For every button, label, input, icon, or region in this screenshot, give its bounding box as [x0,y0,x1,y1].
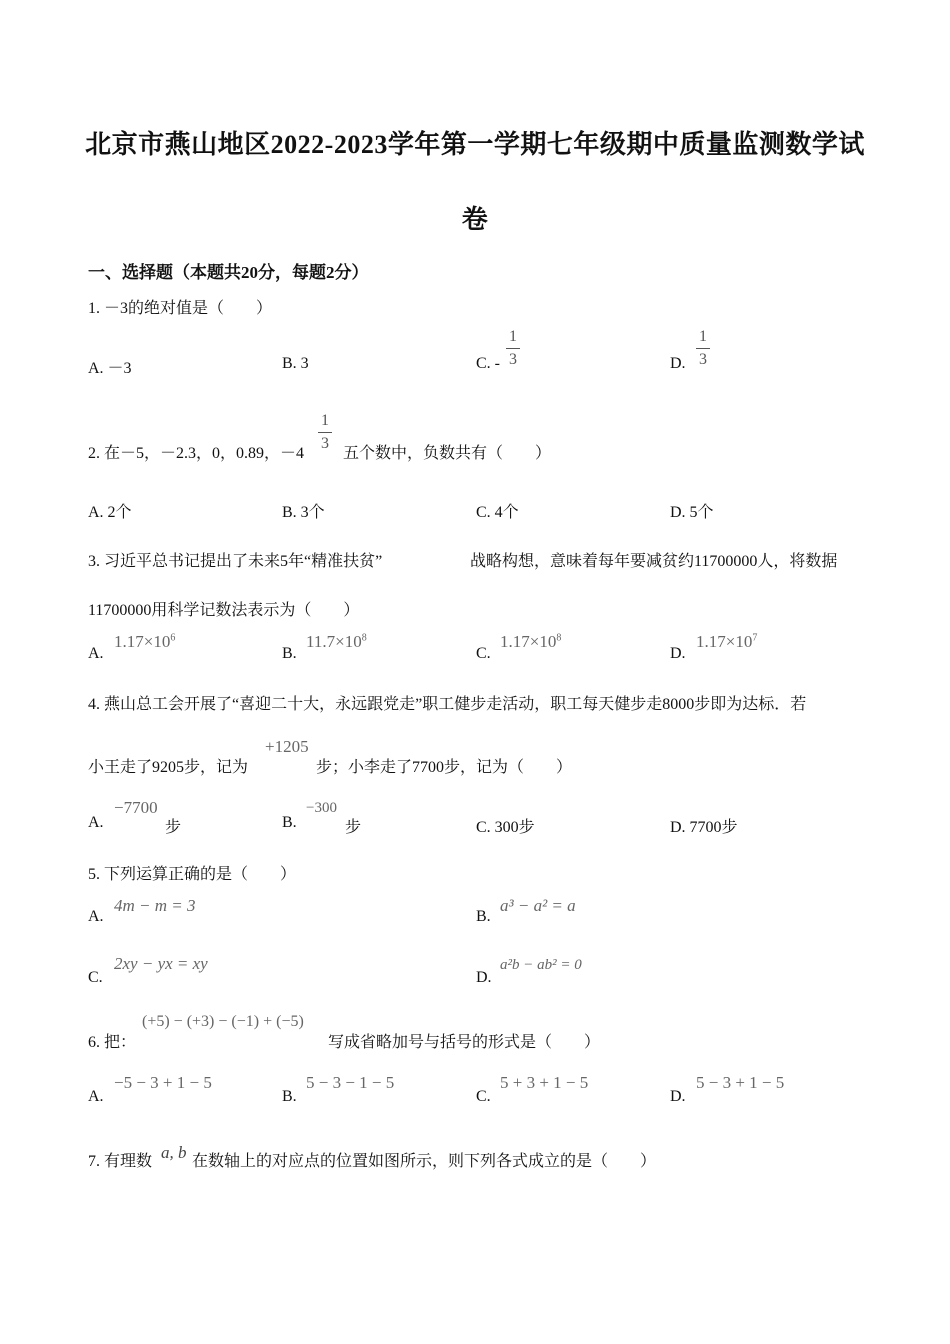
q6-option-b-label: B. [282,1088,297,1105]
q5-option-c-label: C. [88,969,103,986]
q2-stem-fraction: 1 3 [318,412,332,453]
q4-option-b-math: −300 [306,800,337,816]
q3-option-c-math: $1.17\times 10^8$ [500,632,562,651]
q2-option-a: A. 2个 [88,504,132,521]
q2-option-c: C. 4个 [476,504,519,521]
q4-stem-math: +1205 [265,737,309,756]
q3-option-d-label: D. [670,645,686,662]
q1-option-d-fraction: 1 3 [696,328,710,369]
q4-option-a-math: −7700 [114,798,158,817]
q4-option-a-unit: 步 [165,819,182,836]
q5-option-a-math: 4m − m = 3 [114,896,196,915]
q6-option-d-label: D. [670,1088,686,1105]
q5-option-b-math: a³ − a² = a [500,896,576,915]
q3-option-c-label: C. [476,645,491,662]
q2-stem-part1: 2. 在－5，－2.3，0，0.89，－4 [88,445,305,462]
q4-option-d: D. 7700步 [670,819,738,836]
q1-option-c-fraction: 1 3 [506,328,520,369]
q5-option-a-label: A. [88,908,104,925]
q3-stem-part3: 11700000用科学记数法表示为（ ） [88,602,360,619]
q2-option-b: B. 3个 [282,504,325,521]
q7-stem-part2: 在数轴上的对应点的位置如图所示，则下列各式成立的是（ ） [192,1153,657,1170]
q3-option-b-label: B. [282,645,297,662]
q4-option-c: C. 300步 [476,819,535,836]
q4-stem-part3: 步；小李走了7700步，记为（ ） [316,759,573,776]
exam-title-line1: 北京市燕山地区2022-2023学年第一学期七年级期中质量监测数学试 [85,130,865,159]
q2-stem-part2: 五个数中，负数共有（ ） [343,445,552,462]
q5-stem: 5. 下列运算正确的是（ ） [88,866,297,883]
q3-option-d-math: $1.17\times 10^7$ [696,632,758,651]
q4-option-a-label: A. [88,814,104,831]
exam-title-line2: 卷 [461,205,489,234]
q6-option-b-math: 5 − 3 − 1 − 5 [306,1073,395,1092]
q6-stem-math: (+5) − (+3) − (−1) + (−5) [142,1013,304,1030]
q3-stem-part1: 3. 习近平总书记提出了未来5年“精准扶贫” [88,553,383,570]
q6-option-a-label: A. [88,1088,104,1105]
q4-stem-part2: 小王走了9205步，记为 [88,759,249,776]
q2-option-d: D. 5个 [670,504,714,521]
q6-option-d-math: 5 − 3 + 1 − 5 [696,1073,785,1092]
q1-option-d: D. [670,355,686,372]
q4-option-b-label: B. [282,814,297,831]
q5-option-c-math: 2xy − yx = xy [114,954,208,973]
q1-option-b: B. 3 [282,355,309,372]
q6-stem-part2: 写成省略加号与括号的形式是（ ） [328,1034,601,1051]
q4-option-b-unit: 步 [345,819,362,836]
q7-stem-part1: 7. 有理数 [88,1153,153,1170]
q5-option-b-label: B. [476,908,491,925]
q3-option-a-label: A. [88,645,104,662]
q1-option-c: C. - [476,355,500,372]
q3-option-b-math: $11.7\times 10^8$ [306,632,367,651]
section-heading-choice: 一、选择题（本题共20分，每题2分） [88,263,369,282]
q1-stem: 1. －3的绝对值是（ ） [88,300,273,317]
q7-stem-math: a, b [161,1143,187,1162]
q6-option-c-label: C. [476,1088,491,1105]
q6-stem-part1: 6. 把： [88,1034,137,1051]
q4-stem-part1: 4. 燕山总工会开展了“喜迎二十大，永远跟党走”职工健步走活动，职工每天健步走8000步即为达标．若 [88,696,807,713]
q6-option-a-math: −5 − 3 + 1 − 5 [114,1073,212,1092]
q5-option-d-math: a²b − ab² = 0 [500,957,582,973]
q5-option-d-label: D. [476,969,492,986]
q3-stem-part2: 战略构想，意味着每年要减贫约11700000人，将数据 [470,553,838,570]
q3-option-a-math: $1.17\times 10^6$ [114,632,176,651]
q1-option-a: A. －3 [88,360,132,377]
q6-option-c-math: 5 + 3 + 1 − 5 [500,1073,589,1092]
